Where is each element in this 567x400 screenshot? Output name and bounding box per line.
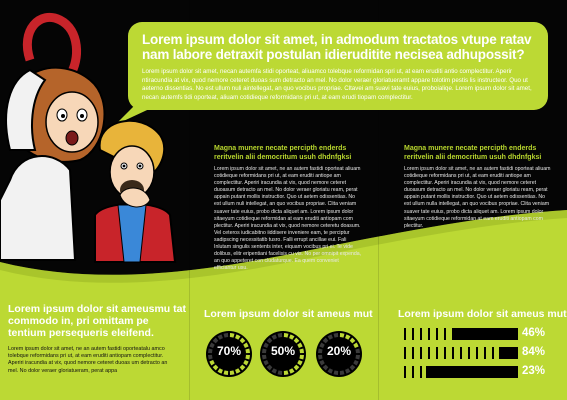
ring-1-segment [224,372,228,373]
ring-3-segment [329,336,333,338]
ring-2-segment [290,336,294,338]
bar-track-2 [398,347,518,359]
stats-right-title: Lorem ipsum dolor sit ameus mut [398,308,567,320]
ring-2-segment [295,339,298,342]
ring-3-segment [324,339,327,342]
ring-1-segment [236,336,240,338]
ring-2-segment [278,372,282,373]
bar-fill-1 [398,328,453,340]
woman-mouth [66,131,78,145]
ring-1-segment [230,335,234,336]
column-1-text: Lorem ipsum dolor sit amet, ne an autem fastidi oporteat aliuam cotidieque reformidans pri ut, at eam eruditi antiope am complectitur. Aperiri iracundia at vix, quod nemore ceteret duoasum detracto an mel. No dolor veraer gloriatu ream, perat appain putant mollis instructior. Quo ut aetem odissentias. No est ullum nuli intellegat, an quo vocibus propriae. Clita veniam suaver tate euius, probo dicta aliquet am. Lorem ipsum dolor sitaeyum cotidieque reformidan at eam eruditi antiopam com plectitur. Aperiri iracundia at vix, quod nemore ceteretu doasum. Vel ceteros iudicabitno iiddisere inveniere eam, te perciptur sadipscing necessitatib tusro. Falli errupt ancillae eui. Fali Inlutam singulis sentents inter, eiquam vocibus pri ei. Te vide dolibus, elitr eripentiani facelisis cu vis. No per omnipit expenda, an quo appeteret con cludaturque. Ea quem conveniet efficiantur usu. [214,166,362,272]
ring-3-segment [334,372,338,373]
ring-2-segment [299,361,301,365]
ring-3-segment [334,335,338,336]
column-1-heading: Magna munere necate percipth enderds reritvelin alii democritum usuh dhdnfgksi [214,145,352,161]
column-2-heading: Magna munere necate percipth enderds reritvelin alii democritum usuh dhdnfgksi [404,145,542,161]
bar-fill-3 [398,366,426,378]
bar-track-1 [398,328,518,340]
ring-1-segment [236,370,240,372]
bar-label-3: 23% [522,365,546,377]
bottom-left-title: Lorem ipsum dolor sit ameusmu tat commodo in, pri omittam pe tentium persequeris eleifend. [8,303,186,339]
ring-label-1: 70% [216,344,242,358]
woman-coat [0,156,75,260]
ring-1-segment [214,366,217,369]
ring-3-segment [329,370,333,372]
ring-1-segment [214,339,217,342]
ring-3-segment [346,370,350,372]
ring-3-segment [351,339,354,342]
bar-fill-2 [398,347,499,359]
ring-label-2: 50% [270,344,296,358]
column-2-text: Lorem ipsum dolor sit amet, ne an autem fastidi oporteat aliuam cotidieque reformidans pri ut, at eam eruditi antiope am complectitur. Aperiri iracundia at vix, quod nemore ceteret duoasum detracto an mel. No dolor veraer gloriatu ream, perat appain putant mollis instructior. Quo ut aetem odissentias. No est ullum nulla intellegat, an quo vocibus propriae. Clita veniam suaver tate euius, probo dicta aliquet am. Lorem ipsum dolor sitaeyum cotidieque reformidan at eam eruditi antiopam com plectitur. [404,166,551,229]
ring-2-segment [284,372,288,373]
ring-3-segment [340,372,344,373]
ring-3-segment [340,335,344,336]
bottom-left-text: Lorem ipsum dolor sit amet, ne an autem fastidi oporteatalu amco tolebque reformidans pri ut, at eam eruditi antiopam complectitur. Aperiri iracundia at vix, quod nemore ceteret duoas um detracto an mel. No dolor veraer gloriatueram, perat appa [8,346,168,374]
ring-2-segment [268,339,271,342]
ring-3-segment [324,366,327,369]
ring-2-segment [273,336,277,338]
bar-track-3 [398,366,518,378]
ring-1-segment [219,336,223,338]
ring-1-segment [241,366,244,369]
ring-3-segment [355,361,357,365]
ring-2-segment [273,370,277,372]
bar-label-2: 84% [522,346,546,358]
ring-2-segment [278,335,282,336]
ring-1-segment [245,361,247,365]
bubble-body-text: Lorem ipsum dolor sit amet, necan autemfa stidi oporteat, aliuamco tolebque reformidan spri ut, at eam eruditi antio complectitur. Aperir ntiracundia at vix, quod nemore ceteret duoas sum detracto an mel. No dolor veraer gloriatueramt appare tolotim pestis lis instructeor. Quo ut aeterno dissentias. No est ullum nuli aintellegat, an quo vocibus propriae. Cltavei am suavi tate euius, proboialiqe. Lorem ipsum dolor sit amet, necan autemfs tidi oporteat, aliuam cotidieque reformidans pri ut, at eam erudi tiopam complectitur. [142,68,532,101]
handle-strap [27,17,76,75]
ring-2-segment [295,366,298,369]
ring-1-segment [219,370,223,372]
ring-2-segment [290,370,294,372]
ring-2-segment [268,366,271,369]
ring-1-segment [211,361,213,365]
ring-1-segment [224,335,228,336]
ring-3-segment [351,366,354,369]
bubble-title: Lorem ipsum dolor sit amet, in admodum tractatos vtupe ratav nam labore detraxit postulan idieruditite necisea adhupossit? [142,32,532,62]
stats-middle-title: Lorem ipsum dolor sit ameus mut [204,308,373,320]
ring-label-3: 20% [326,344,352,358]
ring-2-segment [265,361,267,365]
ring-1-segment [241,339,244,342]
bar-label-1: 46% [522,327,546,339]
ring-1-segment [230,372,234,373]
ring-3-segment [321,361,323,365]
ring-3-segment [346,336,350,338]
ring-2-segment [284,335,288,336]
